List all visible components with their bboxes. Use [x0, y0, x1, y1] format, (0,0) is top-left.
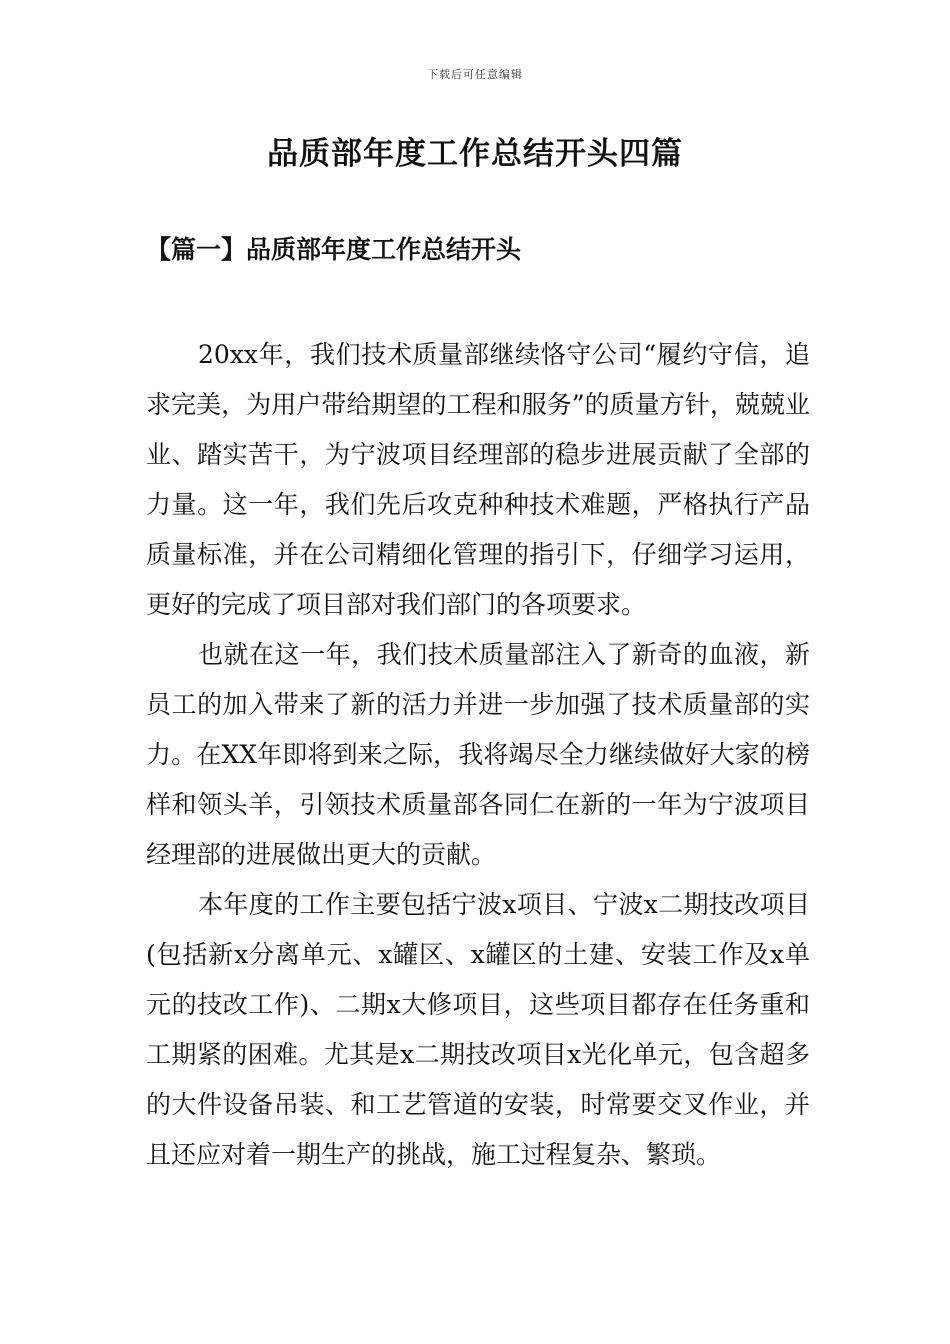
section-heading: 【篇一】品质部年度工作总结开头: [146, 235, 522, 264]
paragraph: 也就在这一年，我们技术质量部注入了新奇的血液，新员工的加入带来了新的活力并进一步加强了技术质量部的实力。在XX年即将到来之际，我将竭尽全力继续做好大家的榜样和领头羊，引领技术质量部各同仁在新的一年为宁波项目经理部的进展做出更大的贡献。: [146, 640, 810, 869]
paragraph: 20xx年，我们技术质量部继续恪守公司“履约守信，追求完美，为用户带给期望的工程和服务”的质量方针，兢兢业业、踏实苦干，为宁波项目经理部的稳步进展贡献了全部的力量。这一年，我们先后攻克种种技术难题，严格执行产品质量标准，并在公司精细化管理的指引下，仔细学习运用，更好的完成了项目部对我们部门的各项要求。: [146, 340, 810, 619]
paragraph: 本年度的工作主要包括宁波x项目、宁波x二期技改项目(包括新x分离单元、x罐区、x罐区的土建、安装工作及x单元的技改工作)、二期x大修项目，这些项目都存在任务重和工期紧的困难。尤其是x二期技改项目x光化单元，包含超多的大件设备吊装、和工艺管道的安装，时常要交叉作业，并且还应对着一期生产的挑战，施工过程复杂、繁琐。: [146, 890, 810, 1169]
document-title: 品质部年度工作总结开头四篇: [267, 136, 683, 172]
document-body: [146, 330, 810, 1180]
header-note: 下载后可任意编辑: [427, 68, 523, 81]
